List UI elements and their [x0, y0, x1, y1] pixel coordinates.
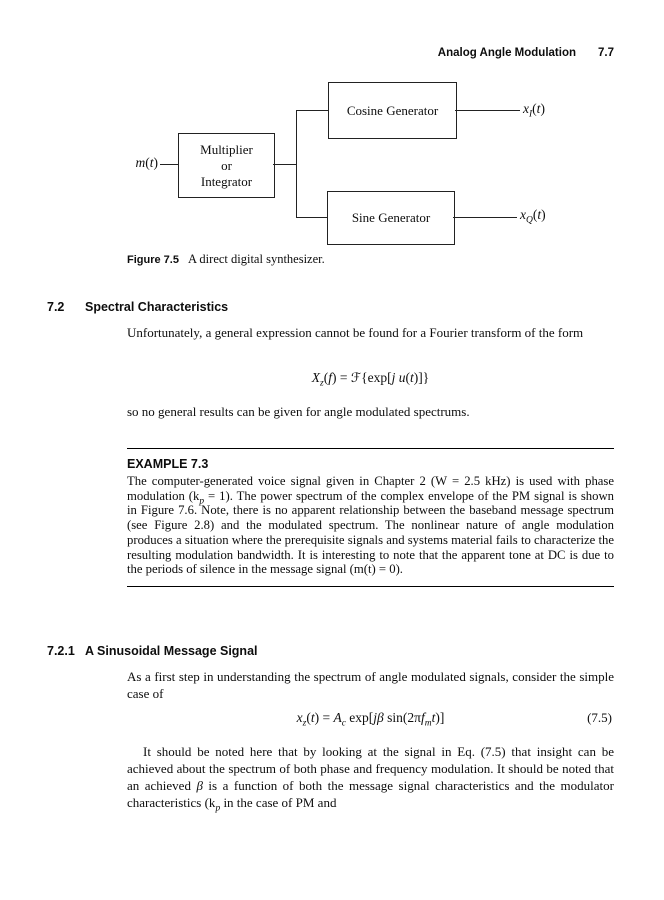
example-heading: EXAMPLE 7.3 [127, 457, 209, 471]
equation-number: (7.5) [587, 710, 612, 725]
chapter-title: Analog Angle Modulation [437, 47, 576, 59]
output-q-label: $x_Q(t)$ [520, 207, 546, 226]
script-f-symbol: ℱ [350, 371, 362, 386]
multiplier-integrator-block [178, 133, 275, 198]
wire-sine-out [453, 217, 517, 218]
wire-multiplier-out [273, 164, 297, 165]
sine-generator-block [327, 191, 455, 245]
section-7-2-title: Spectral Characteristics [85, 300, 229, 314]
section-7-2-number: 7.2 [47, 300, 65, 314]
figure-caption-label: Figure 7.5 [127, 254, 179, 266]
wire-cosine-out [455, 110, 520, 111]
figure-7-5-diagram [0, 0, 664, 270]
wire-branch-vertical [296, 110, 297, 218]
example-body: The computer-generated voice signal given in Chapter 2 (W = 2.5 kHz) is used with phase modulation $(k_p = 1)$. The power spectrum of the complex envelope of the PM signal is shown in Figure 7.6. Note, there is no apparent relationship between the baseband message spectrum (see Figure 2.8) and the modulated spectrum. The nonlinear nature of angle modulation produces a situation where the prerequisite signals and systems material fails to characterize the resulting modulation bandwidth. It is interesting to note that the apparent tone at DC is due to the periods of silence in the message signal (m(t) = 0). [127, 474, 614, 577]
example-7-3-box [127, 448, 614, 587]
figure-caption-text: A direct digital synthesizer. [187, 252, 325, 266]
figure-caption [127, 252, 325, 267]
sine-generator-label: Sine Generator [351, 210, 431, 225]
wire-to-sine [296, 217, 327, 218]
multiplier-block-line1: Multiplier [200, 141, 253, 157]
wire-to-cosine [296, 110, 328, 111]
cosine-generator-label: Cosine Generator [346, 102, 439, 118]
paragraph-final: It should be noted here that by looking at the signal in Eq. (7.5) that insight can be achieved about the spectrum of both phase and frequency modulation. It should be noted that an achieved β is a function of both the message signal characteristics and the modulator characteristics ($k_p$ in the case of PM and [127, 744, 614, 814]
paragraph-after-equation: so no general results can be given for angle modulated spectrums. [127, 404, 470, 419]
multiplier-block-line2: or [221, 157, 232, 173]
page-number: 7.7 [598, 47, 614, 59]
multiplier-block-line3: Integrator [200, 173, 253, 189]
output-i-label: $x_I(t)$ [523, 101, 545, 120]
section-7-2-heading [47, 300, 228, 314]
section-7-2-1-number: 7.2.1 [47, 644, 75, 658]
input-signal-label: m(t) [135, 155, 158, 170]
section-7-2-1-title: A Sinusoidal Message Signal [85, 644, 258, 658]
cosine-generator-block [328, 82, 457, 139]
section-7-2-1-heading [47, 644, 258, 658]
equation-fourier-transform: $X_z(f)$ = ℱ{exp[j u(t)]} [311, 370, 430, 389]
equation-7-5: $x_z(t) = A_c$ exp[jβ $\sin(2\pi f_mt)$] (7.5) [296, 710, 612, 729]
paragraph-intro-7-2: Unfortunately, a general expression cannot be found for a Fourier transform of the form [127, 325, 584, 340]
paragraph-intro-7-2-1: As a first step in understanding the spectrum of angle modulated signals, consider the simple case of [127, 669, 614, 701]
wire-input [160, 164, 178, 165]
